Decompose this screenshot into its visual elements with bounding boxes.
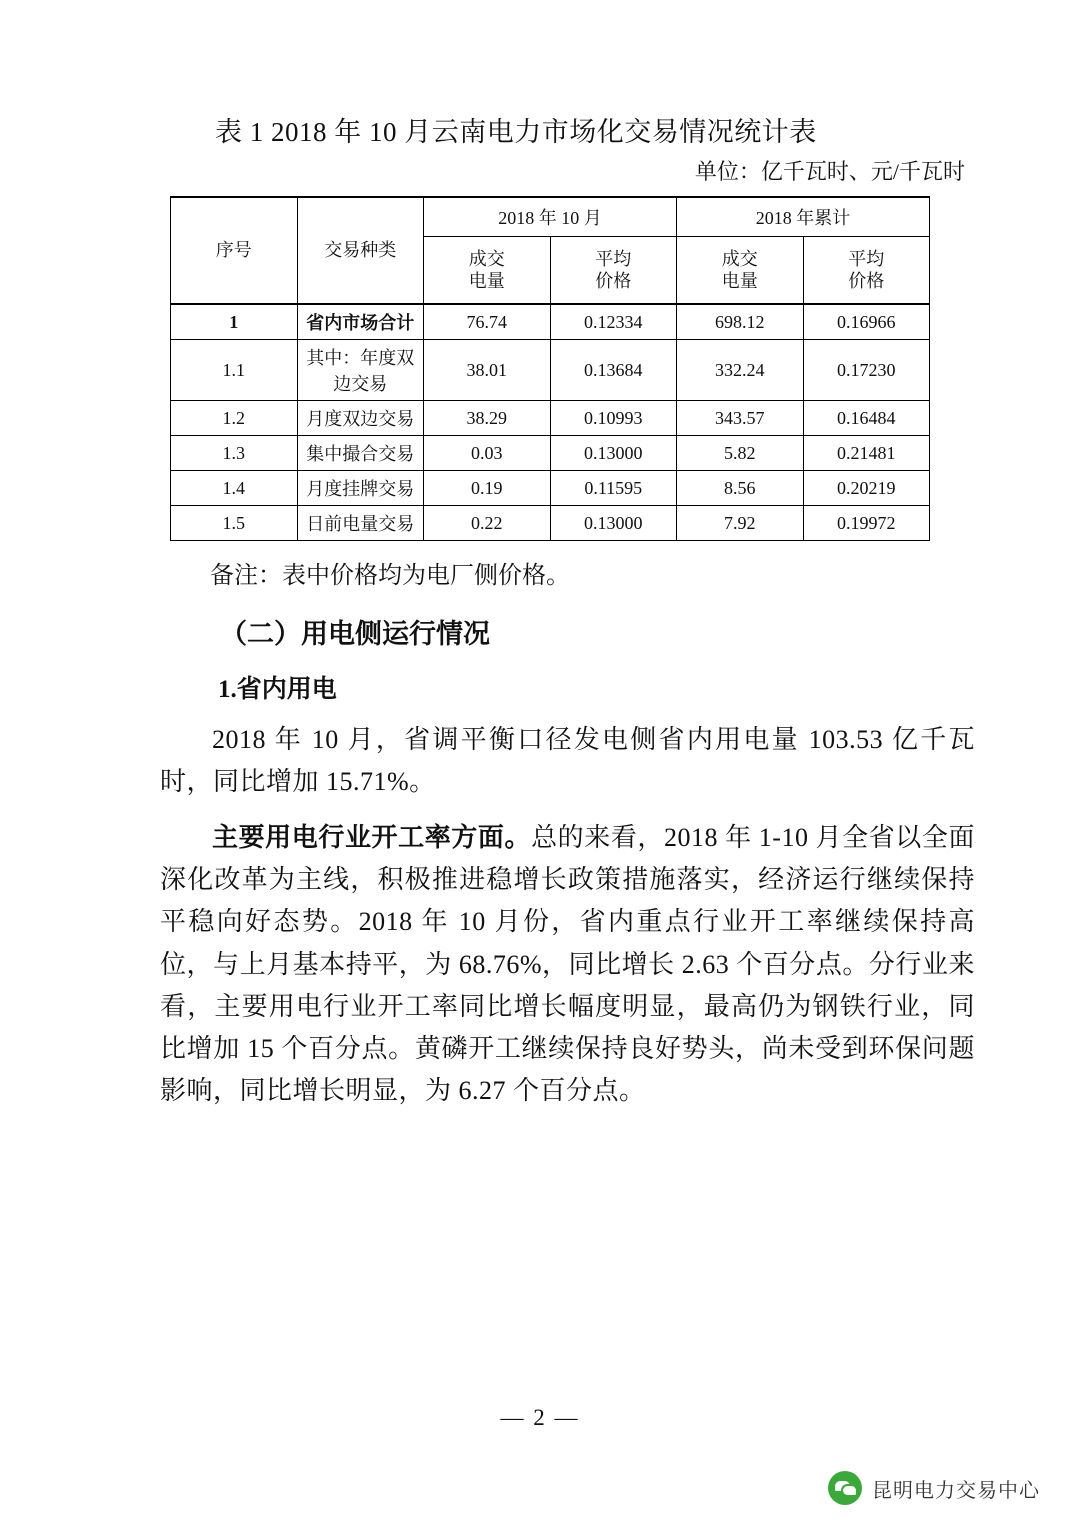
cell-month-price: 0.13000: [550, 436, 677, 471]
cell-month-volume: 38.29: [424, 401, 551, 436]
paragraph-provincial-usage: 2018 年 10 月，省调平衡口径发电侧省内用电量 103.53 亿千瓦时，同比增加 15.71%。: [160, 725, 975, 797]
paragraph-industry-operating-rate: [160, 817, 975, 1112]
cell-month-volume: 0.22: [424, 506, 551, 541]
cell-year-price: 0.17230: [803, 340, 930, 401]
column-group-header-cumulative: 2018 年累计: [677, 197, 930, 237]
column-header-month-price-line1: 平均: [595, 248, 632, 269]
column-header-month-volume-line2: 电量: [468, 271, 505, 291]
cell-year-volume: 5.82: [677, 436, 804, 471]
cell-kind: 省内市场合计: [297, 304, 424, 340]
cell-month-price: 0.12334: [550, 304, 677, 340]
cell-year-volume: 8.56: [677, 471, 804, 506]
column-header-month-price-line2: 价格: [595, 271, 632, 291]
cell-kind: 月度挂牌交易: [297, 471, 424, 506]
column-header-year-price-line1: 平均: [848, 248, 885, 269]
cell-index: 1: [171, 304, 298, 340]
paragraph-body-text: 总的来看，2018 年 1-10 月全省以全面深化改革为主线，积极推进稳增长政策措施落实，经济运行继续保持平稳向好态势。2018 年 10 月份，省内重点行业开工率继续保持高位，与上月基本持平，为 68.76%，同比增长 2.63 个百分点。分行业来看，主要用电行业开工率同比增长幅度明显，最高仍为钢铁行业，同比增加 15 个百分点。黄磷开工继续保持良好势头，尚未受到环保问题影响，同比增长明显，为 6.27 个百分点。: [160, 823, 975, 1105]
table-title: 表 1 2018 年 10 月云南电力市场化交易情况统计表: [215, 117, 817, 147]
section-heading-level2: （二）用电侧运行情况: [220, 619, 490, 649]
table-row: [171, 471, 930, 506]
cell-year-price: 0.16484: [803, 401, 930, 436]
page-number: — 2 —: [500, 1405, 580, 1430]
column-group-header-month: 2018 年 10 月: [424, 197, 677, 237]
section-heading-level3: 1.省内用电: [218, 676, 337, 703]
column-header-year-volume-line1: 成交: [721, 248, 758, 269]
cell-year-volume: 343.57: [677, 401, 804, 436]
cell-index: 1.2: [171, 401, 298, 436]
cell-month-volume: 38.01: [424, 340, 551, 401]
column-header-year-price-line2: 价格: [848, 271, 885, 291]
cell-month-price: 0.13000: [550, 506, 677, 541]
column-header-index: 序号: [171, 197, 298, 304]
column-header-month-price: [550, 237, 677, 305]
table-row: [171, 436, 930, 471]
cell-kind: 月度双边交易: [297, 401, 424, 436]
column-header-month-volume: [424, 237, 551, 305]
table-unit-label: 单位：亿千瓦时、元/千瓦时: [694, 159, 965, 184]
table-row: [171, 401, 930, 436]
cell-year-volume: 698.12: [677, 304, 804, 340]
paragraph-lead-in: 主要用电行业开工率方面。: [212, 823, 532, 853]
table-row: [171, 340, 930, 401]
cell-year-price: 0.16966: [803, 304, 930, 340]
cell-month-price: 0.13684: [550, 340, 677, 401]
column-header-year-volume: [677, 237, 804, 305]
cell-index: 1.3: [171, 436, 298, 471]
column-header-kind: 交易种类: [297, 197, 424, 304]
cell-index: 1.5: [171, 506, 298, 541]
cell-kind: 集中撮合交易: [297, 436, 424, 471]
table-note: 备注：表中价格均为电厂侧价格。: [210, 563, 570, 589]
table-header: [171, 197, 930, 304]
wechat-icon: [828, 1471, 862, 1505]
table-row: [171, 506, 930, 541]
column-header-year-volume-line2: 电量: [721, 271, 758, 291]
cell-year-volume: 7.92: [677, 506, 804, 541]
market-transaction-table: [170, 196, 930, 541]
cell-month-volume: 0.19: [424, 471, 551, 506]
column-header-year-price: [803, 237, 930, 305]
table-header-row-group: [171, 197, 930, 237]
cell-year-price: 0.19972: [803, 506, 930, 541]
column-header-month-volume-line1: 成交: [468, 248, 505, 269]
cell-year-price: 0.20219: [803, 471, 930, 506]
cell-month-price: 0.10993: [550, 401, 677, 436]
cell-index: 1.4: [171, 471, 298, 506]
wechat-account-name: 昆明电力交易中心: [872, 1479, 1040, 1502]
table-row: [171, 304, 930, 340]
table-body: [171, 304, 930, 541]
cell-month-volume: 0.03: [424, 436, 551, 471]
cell-year-volume: 332.24: [677, 340, 804, 401]
cell-month-price: 0.11595: [550, 471, 677, 506]
wechat-account-watermark: [828, 1471, 1040, 1505]
cell-kind: 日前电量交易: [297, 506, 424, 541]
cell-month-volume: 76.74: [424, 304, 551, 340]
cell-kind: 其中：年度双边交易: [297, 340, 424, 401]
cell-index: 1.1: [171, 340, 298, 401]
cell-year-price: 0.21481: [803, 436, 930, 471]
